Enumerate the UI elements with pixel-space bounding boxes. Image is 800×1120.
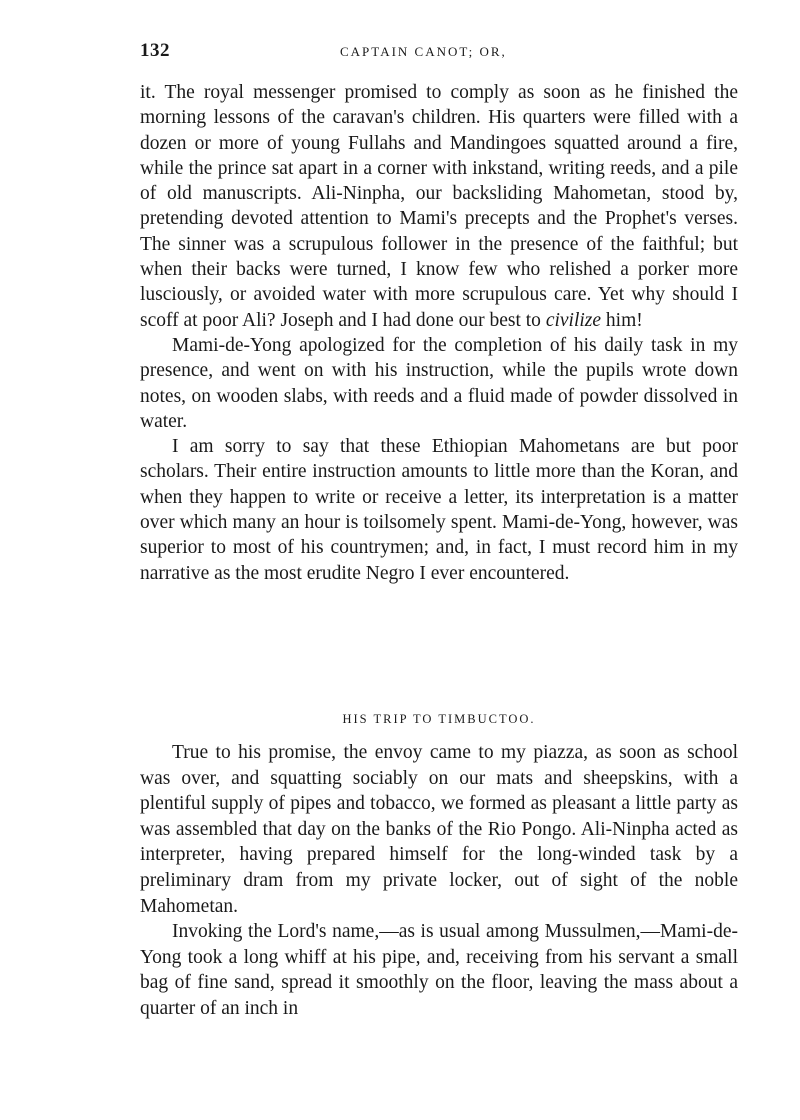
paragraph: Mami-de-Yong apologized for the completion of his daily task in my presence, and went on with his instruction, while the pupils wrote down notes, on wooden slabs, with reeds and a fluid made of powder dissolved in water. <box>140 334 738 432</box>
section-text-block <box>140 740 738 1022</box>
paragraph-end: him! <box>605 309 643 331</box>
paragraph: True to his promise, the envoy came to my piazza, as soon as school was over, and squatting sociably on our mats and sheepskins, with a plentiful supply of pipes and tobacco, we formed as pleasant a little party as was assembled that day on the banks of the Rio Pongo. Ali-Ninpha acted as interpreter, having prepared himself for the long-winded task by a preliminary dram from my private locker, out of sight of the noble Mahometan. <box>140 742 738 917</box>
paragraph: I am sorry to say that these Ethiopian Mahometans are but poor scholars. Their entire instruction amounts to little more than the Koran, and when they happen to write or receive a letter, its interpretation is a matter over which many an hour is toilsomely spent. Mami-de-Yong, however, was superior to most of his countrymen; and, in fact, I must record him in my narrative as the most erudite Negro I ever encountered. <box>140 436 738 584</box>
main-text-block <box>140 80 738 586</box>
page-number: 132 <box>140 40 170 61</box>
section-heading: HIS TRIP TO TIMBUCTOO. <box>342 712 536 726</box>
paragraph: Invoking the Lord's name,—as is usual among Mussulmen,—Mami-de-Yong took a long whiff at his pipe, and, receiving from his servant a small bag of fine sand, spread it smoothly on the floor, leaving the mass about a quarter of an inch in <box>140 921 738 1019</box>
emphasized-word: civilize <box>545 309 602 331</box>
page-header <box>140 40 740 64</box>
paragraph-text: it. The royal messenger promised to comply as soon as he finished the morning lessons of the caravan's children. His quarters were filled with a dozen or more of young Fullahs and Mandingoes squatted around a fire, while the prince sat apart in a corner with inkstand, writing reeds, and a pile of old manuscripts. Ali-Ninpha, our backsliding Mahometan, stood by, pretending devoted attention to Mami's precepts and the Prophet's verses. The sinner was a scrupulous follower in the presence of the faithful; but when their backs were turned, I know few who relished a porker more lusciously, or avoided water with more scrupulous care. Yet why should I scoff at poor Ali? Joseph and I had done our best to <box>140 82 738 331</box>
paragraph <box>140 80 738 333</box>
running-title: CAPTAIN CANOT; OR, <box>340 44 507 59</box>
